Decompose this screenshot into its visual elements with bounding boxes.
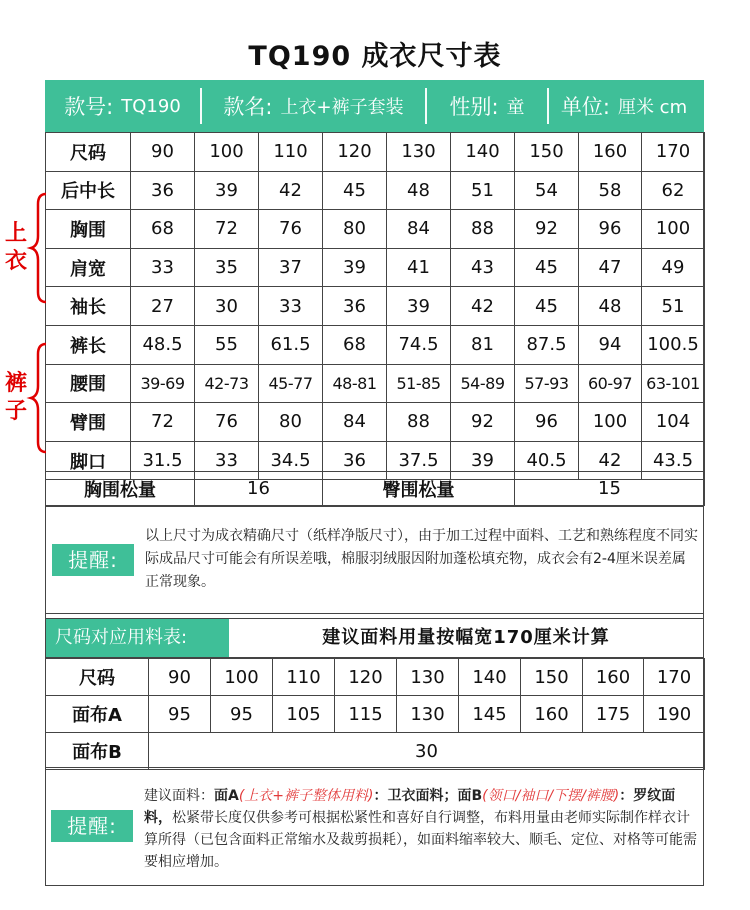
fabric-table — [45, 658, 705, 770]
size-cell: 92 — [451, 403, 515, 442]
size-cell: 33 — [195, 441, 259, 480]
size-cell: 39-69 — [131, 364, 195, 403]
size-cell: 74.5 — [387, 325, 451, 364]
style-number — [45, 80, 200, 132]
fabric-a-label: 面布A — [46, 696, 149, 733]
gender-value: 童 — [506, 97, 525, 118]
size-cell: 39 — [323, 248, 387, 287]
page-title: TQ190 成衣尺寸表 — [248, 41, 502, 72]
fabric-reminder-tag: 提醒: — [51, 810, 133, 842]
size-cell: 88 — [451, 210, 515, 249]
size-row-label: 肩宽 — [46, 248, 131, 287]
ease-table — [45, 471, 705, 506]
size-cell: 37 — [259, 248, 323, 287]
size-cell: 40.5 — [515, 441, 579, 480]
size-cell: 48 — [579, 287, 642, 326]
size-cell: 47 — [579, 248, 642, 287]
fabric-section-note: 建议面料用量按幅宽170厘米计算 — [322, 627, 610, 648]
unit-value: 厘米 cm — [617, 97, 688, 118]
info-header — [45, 80, 704, 132]
size-cell: 43.5 — [642, 441, 705, 480]
fabric-section-label: 尺码对应用料表: — [46, 619, 229, 657]
reminder-tag: 提醒: — [52, 544, 134, 576]
size-cell: 55 — [195, 325, 259, 364]
size-cell: 48 — [387, 171, 451, 210]
header-divider — [425, 88, 427, 124]
size-cell: 42 — [451, 287, 515, 326]
size-cell: 48.5 — [131, 325, 195, 364]
size-row-label: 袖长 — [46, 287, 131, 326]
size-cell: 54-89 — [451, 364, 515, 403]
size-row — [46, 248, 705, 287]
size-cell: 39 — [451, 441, 515, 480]
fabric-a-cell: 130 — [397, 696, 459, 733]
fabric-b-value: 30 — [149, 733, 705, 770]
fabric-a-row — [46, 696, 705, 733]
fabric-size-cell: 110 — [273, 659, 335, 696]
fabric-b-row — [46, 733, 705, 770]
size-cell: 51 — [451, 171, 515, 210]
ease-row — [46, 472, 705, 506]
unit — [549, 80, 699, 132]
size-cell: 33 — [259, 287, 323, 326]
size-row — [46, 171, 705, 210]
size-cell: 43 — [451, 248, 515, 287]
size-row — [46, 403, 705, 442]
fabric-a-cell: 95 — [211, 696, 273, 733]
size-cell: 42 — [259, 171, 323, 210]
size-cell: 31.5 — [131, 441, 195, 480]
fabric-b-usage: (领口/袖口/下摆/裤腰) — [482, 788, 620, 804]
size-row-label: 腰围 — [46, 364, 131, 403]
size-cell: 80 — [259, 403, 323, 442]
size-cell: 92 — [515, 210, 579, 249]
fabric-a-cell: 145 — [459, 696, 521, 733]
size-row — [46, 210, 705, 249]
pants-bracket — [31, 344, 46, 452]
size-cell: 84 — [387, 210, 451, 249]
fabric-size-cell: 120 — [335, 659, 397, 696]
size-row-label: 裤长 — [46, 325, 131, 364]
size-cell: 39 — [195, 171, 259, 210]
size-table — [45, 132, 705, 480]
size-cell: 30 — [195, 287, 259, 326]
size-header-cell: 90 — [131, 133, 195, 172]
size-row — [46, 325, 705, 364]
style-name-value: 上衣+裤子套装 — [280, 97, 404, 118]
size-cell: 58 — [579, 171, 642, 210]
size-cell: 45 — [323, 171, 387, 210]
fabric-b-label: 面布B — [46, 733, 149, 770]
size-cell: 27 — [131, 287, 195, 326]
header-divider — [547, 88, 549, 124]
fabric-b-name: 面B — [457, 788, 483, 804]
size-cell: 35 — [195, 248, 259, 287]
size-cell: 37.5 — [387, 441, 451, 480]
size-cell: 48-81 — [323, 364, 387, 403]
size-cell: 51 — [642, 287, 705, 326]
size-cell: 68 — [131, 210, 195, 249]
fabric-size-cell: 140 — [459, 659, 521, 696]
fabric-reminder-text — [144, 785, 697, 873]
size-header-cell: 140 — [451, 133, 515, 172]
size-cell: 61.5 — [259, 325, 323, 364]
size-cell: 51-85 — [387, 364, 451, 403]
size-cell: 80 — [323, 210, 387, 249]
size-cell: 76 — [259, 210, 323, 249]
size-cell: 96 — [579, 210, 642, 249]
size-header-cell: 110 — [259, 133, 323, 172]
size-cell: 33 — [131, 248, 195, 287]
size-cell: 36 — [323, 287, 387, 326]
size-header-row — [46, 133, 705, 172]
fabric-reminder-box — [45, 767, 704, 886]
size-header-cell: 130 — [387, 133, 451, 172]
gender-label: 性别: — [449, 95, 499, 119]
size-row-label: 胸围 — [46, 210, 131, 249]
size-cell: 34.5 — [259, 441, 323, 480]
size-cell: 60-97 — [579, 364, 642, 403]
fabric-a-cell: 95 — [149, 696, 211, 733]
fabric-size-cell: 100 — [211, 659, 273, 696]
size-row-label: 脚口 — [46, 441, 131, 480]
fabric-section-header — [45, 618, 704, 658]
fabric-size-cell: 90 — [149, 659, 211, 696]
fabric-a-cell: 115 — [335, 696, 397, 733]
size-cell: 39 — [387, 287, 451, 326]
size-cell: 36 — [323, 441, 387, 480]
size-header-cell: 100 — [195, 133, 259, 172]
size-cell: 54 — [515, 171, 579, 210]
top-side-label: 上衣 — [4, 221, 27, 274]
gender — [427, 80, 547, 132]
size-cell: 100 — [579, 403, 642, 442]
style-number-label: 款号: — [64, 95, 114, 119]
size-cell: 41 — [387, 248, 451, 287]
size-cell: 62 — [642, 171, 705, 210]
size-header-cell: 170 — [642, 133, 705, 172]
size-cell: 100.5 — [642, 325, 705, 364]
header-divider — [200, 88, 202, 124]
size-cell: 68 — [323, 325, 387, 364]
size-row — [46, 364, 705, 403]
size-header-label: 尺码 — [46, 133, 131, 172]
fabric-note-detail: 松紧带长度仅供参考可根据松紧性和喜好自行调整，布料用量由老师实际制作样衣计算所得（已包含面料正常缩水及裁剪损耗），如面料缩率较大、顺毛、定位、对格等可能需要相应增加。 — [144, 810, 697, 870]
fabric-note-intro: 建议面料： — [144, 788, 214, 804]
size-cell: 76 — [195, 403, 259, 442]
fabric-size-cell: 160 — [583, 659, 644, 696]
size-cell: 94 — [579, 325, 642, 364]
size-cell: 88 — [387, 403, 451, 442]
size-header-cell: 160 — [579, 133, 642, 172]
size-cell: 63-101 — [642, 364, 705, 403]
size-row — [46, 287, 705, 326]
fabric-header-row — [46, 659, 705, 696]
size-row-label: 后中长 — [46, 171, 131, 210]
size-cell: 42 — [579, 441, 642, 480]
fabric-a-cell: 190 — [644, 696, 705, 733]
size-cell: 96 — [515, 403, 579, 442]
style-name — [202, 80, 425, 132]
fabric-b-type: ：罗纹面料， — [144, 788, 676, 826]
size-cell: 36 — [131, 171, 195, 210]
size-header-cell: 120 — [323, 133, 387, 172]
chest-ease-value: 16 — [195, 472, 323, 506]
fabric-size-cell: 170 — [644, 659, 705, 696]
top-bracket — [31, 194, 46, 302]
size-header-cell: 150 — [515, 133, 579, 172]
fabric-a-cell: 160 — [521, 696, 583, 733]
size-cell: 57-93 — [515, 364, 579, 403]
style-number-value: TQ190 — [121, 95, 181, 117]
chest-ease-label: 胸围松量 — [46, 472, 195, 506]
size-cell: 104 — [642, 403, 705, 442]
size-cell: 45 — [515, 287, 579, 326]
fabric-a-usage: (上衣+裤子整体用料) — [238, 788, 374, 804]
reminder-text: 以上尺寸为成衣精确尺寸（纸样净版尺寸），由于加工过程中面料、工艺和熟练程度不同实际成品尺寸可能会有所误差哦，棉服羽绒服因附加蓬松填充物，成衣会有2-4厘米误差属正常现象。 — [145, 528, 698, 590]
fabric-a-name: 面A — [214, 788, 239, 804]
hip-ease-value: 15 — [515, 472, 705, 506]
size-cell: 84 — [323, 403, 387, 442]
fabric-size-cell: 130 — [397, 659, 459, 696]
hip-ease-label: 臀围松量 — [323, 472, 515, 506]
fabric-a-cell: 105 — [273, 696, 335, 733]
size-cell: 72 — [195, 210, 259, 249]
pants-side-label: 裤子 — [4, 371, 27, 424]
style-name-label: 款名: — [223, 95, 273, 119]
reminder-box — [45, 506, 704, 614]
size-cell: 100 — [642, 210, 705, 249]
size-cell: 45 — [515, 248, 579, 287]
size-cell: 49 — [642, 248, 705, 287]
size-cell: 45-77 — [259, 364, 323, 403]
size-cell: 42-73 — [195, 364, 259, 403]
size-cell: 87.5 — [515, 325, 579, 364]
size-cell: 72 — [131, 403, 195, 442]
fabric-header-label: 尺码 — [46, 659, 149, 696]
size-cell: 81 — [451, 325, 515, 364]
unit-label: 单位: — [560, 95, 610, 119]
fabric-a-cell: 175 — [583, 696, 644, 733]
fabric-size-cell: 150 — [521, 659, 583, 696]
size-row-label: 臂围 — [46, 403, 131, 442]
fabric-a-type: ：卫衣面料； — [373, 788, 458, 804]
